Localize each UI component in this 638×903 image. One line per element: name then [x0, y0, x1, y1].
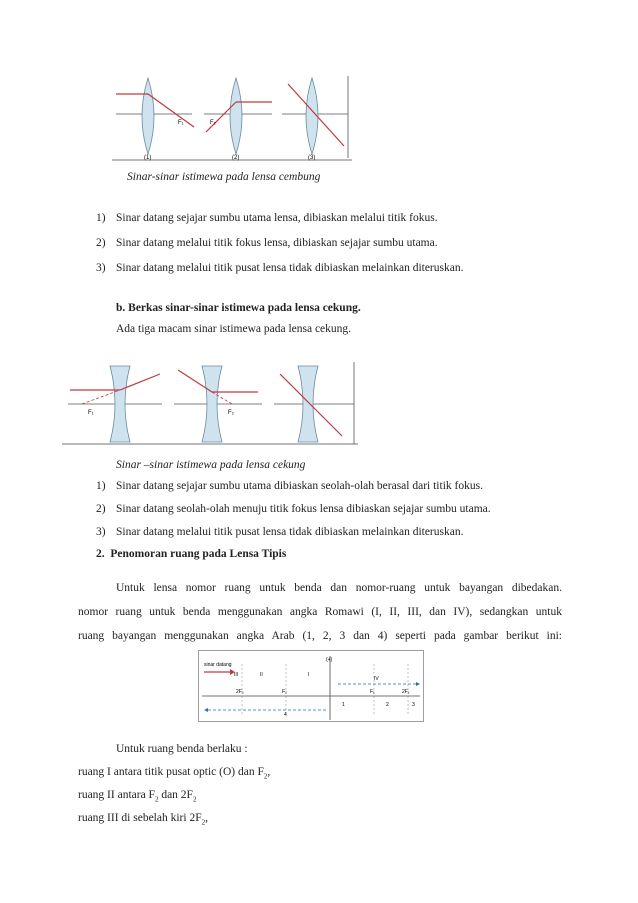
section-b-heading: b. Berkas sinar-sinar istimewa pada lensa cekung.	[116, 302, 361, 314]
room-1-label: 1	[342, 702, 345, 708]
convex-figure-caption: Sinar-sinar istimewa pada lensa cembung	[127, 171, 321, 183]
2f1-label: 2F₁	[402, 689, 410, 695]
list-item-number: 2)	[96, 237, 106, 249]
room-I-label: I	[308, 672, 310, 678]
list-item-number: 3)	[96, 262, 106, 274]
room-I-description: ruang I antara titik pusat optic (O) dan $F_2$,	[78, 766, 271, 781]
lens-room-figure	[198, 650, 424, 722]
f2-label: F₂	[282, 689, 287, 695]
room-II-label: II	[260, 672, 263, 678]
convex-lens-figure	[112, 72, 352, 162]
top-axis-label: (+)	[326, 657, 333, 663]
room-4-label: 4	[284, 712, 287, 718]
list-item	[96, 237, 438, 249]
room-III-description: ruang III di sebelah kiri $2F_2$,	[78, 812, 208, 827]
concave-f1-label: F₁	[88, 410, 94, 416]
list-item	[96, 480, 483, 492]
list-item-text: Sinar datang seolah-olah menuju titik fokus lensa dibiaskan sejajar sumbu utama.	[116, 503, 491, 515]
list-item-text: Sinar datang melalui titik pusat lensa tidak dibiaskan melainkan diteruskan.	[116, 262, 464, 274]
room-III-label: III	[234, 672, 239, 678]
list-item-number: 3)	[96, 526, 106, 538]
incoming-ray-label: sinar datang	[204, 662, 232, 668]
convex-f2-label: F₂	[210, 120, 216, 126]
list-item	[96, 526, 464, 538]
list-item-text: Sinar datang sejajar sumbu utama dibiaskan seolah-olah berasal dari titik fokus.	[116, 480, 483, 492]
concave-figure-caption: Sinar –sinar istimewa pada lensa cekung	[116, 459, 306, 471]
list-item	[96, 503, 491, 515]
list-item-number: 1)	[96, 212, 106, 224]
convex-panel-1-number: (1)	[144, 155, 152, 161]
room-2-label: 2	[386, 702, 389, 708]
list-item	[96, 262, 464, 274]
list-item	[96, 212, 438, 224]
list-item-number: 1)	[96, 480, 106, 492]
section-b-intro: Ada tiga macam sinar istimewa pada lensa cekung.	[116, 323, 352, 335]
paragraph-line: ruang bayangan menggunakan angka Arab (1, 2, 3 dan 4) seperti pada gambar berikut ini:	[78, 630, 562, 642]
section-2-heading: 2. Penomoran ruang pada Lensa Tipis	[96, 548, 287, 560]
convex-panel-2-number: (2)	[232, 155, 240, 161]
room-IV-label: IV	[374, 676, 379, 682]
paragraph-line: Untuk lensa nomor ruang untuk benda dan nomor-ruang untuk bayangan dibedakan.	[116, 582, 562, 594]
2f2-label: 2F₂	[236, 689, 244, 695]
f1-label: F₁	[370, 689, 375, 695]
paragraph-line: nomor ruang untuk benda menggunakan angka Romawi (I, II, III, dan IV), sedangkan untuk	[78, 606, 562, 618]
list-item-text: Sinar datang melalui titik pusat lensa tidak dibiaskan melainkan diteruskan.	[116, 526, 464, 538]
rooms-intro: Untuk ruang benda berlaku :	[116, 743, 248, 755]
list-item-text: Sinar datang sejajar sumbu utama lensa, dibiaskan melalui titik fokus.	[116, 212, 438, 224]
convex-panel-3-number: (3)	[308, 155, 316, 161]
concave-f2-label: F₂	[228, 410, 234, 416]
convex-f1-label: F₁	[178, 120, 184, 126]
room-II-description: ruang II antara $F_2$ dan $2F_2$	[78, 789, 197, 804]
list-item-text: Sinar datang melalui titik fokus lensa, dibiaskan sejajar sumbu utama.	[116, 237, 438, 249]
concave-lens-figure	[62, 360, 358, 446]
room-3-label: 3	[412, 702, 415, 708]
list-item-number: 2)	[96, 503, 106, 515]
